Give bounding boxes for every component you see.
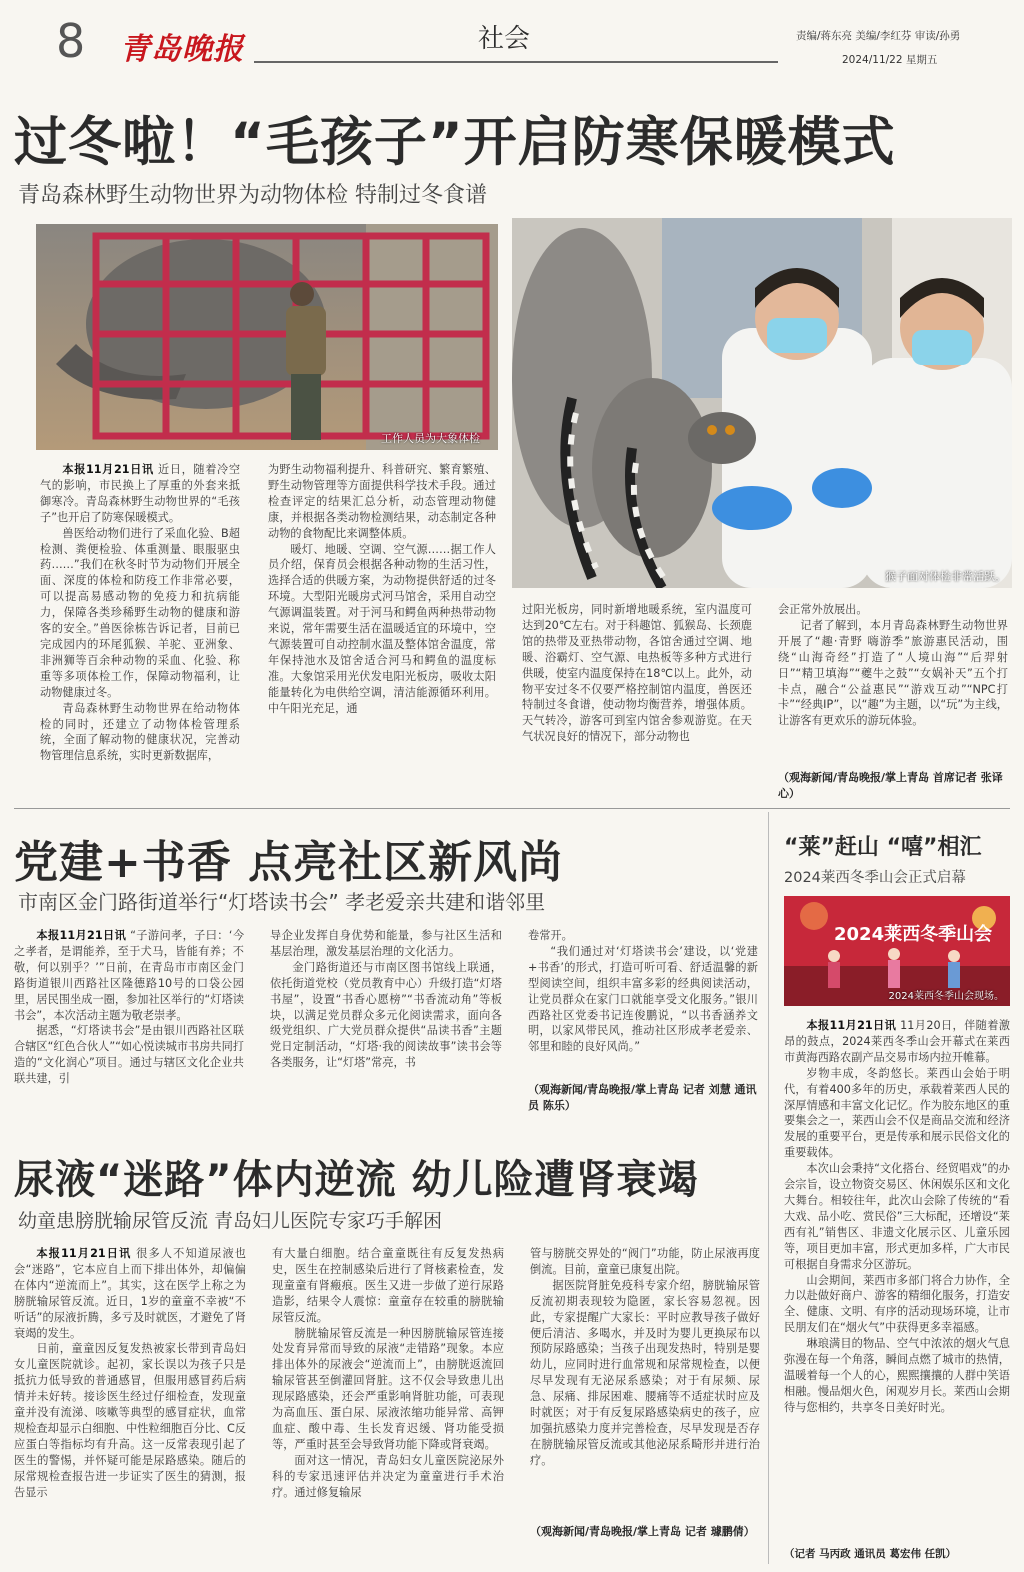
article3-credit: （记者 马丙政 通讯员 葛宏伟 任凯）	[784, 1548, 957, 1560]
article1-col3-text: 过阳光板房，同时新增地暖系统，室内温度可达到20℃左右。对于科趣馆、狐猴岛、长颈鹿馆的热带及亚热带动物，各馆舍通过空调、地暖、浴霸灯、空气源、电热板等多种方式进行供暖，使室内温度保持在18℃以上。此外，动物平安过冬不仅要严格控制馆内温度，兽医还特制过冬食谱，使动物均衡营养，增强体质。天气转冷，游客可到室内馆舍参观游览。在天气状况良好的情况下，部分动物也	[522, 603, 752, 744]
section-title: 社会	[478, 24, 531, 54]
newspaper-logo: 青岛晚报	[120, 32, 244, 67]
article2-col3-para2: “我们通过对‘灯塔读书会’建设，以‘党建+书香’的形式，打造可听可看、舒适温馨的新型阅读空间，组织丰富多彩的经典阅读活动，让党员群众在家门口就能享受文化服务。”银川西路社区党委书记连俊鹏说，“以书香涵养文明，以家风带民风，推动社区形成孝老爱亲、邻里和睦的良好风尚。”	[528, 944, 758, 1054]
article4-column-2	[272, 1246, 504, 1562]
article1-column-4	[778, 602, 1008, 778]
article1-column-3	[522, 602, 752, 792]
article1-col1-para2: 兽医给动物们进行了采血化验、B超检测、粪便检验、体重测量、眼服驱虫药……”我们在秋冬时节为动物们开展全面、深度的体检和防疫工作非常必要，可以提高易感动物的免疫力和抗病能力，保障各类珍稀野生动物的健康和游客的安全。”兽医徐栋告诉记者，目前已完成园内的环尾狐猴、羊驼、亚洲象、非洲狮等百余种动物的采血、化验、称重等多项体检工作，保障动物福利，让动物健康过冬。	[40, 526, 240, 699]
article1-col4-text: 会正常外放展出。	[778, 603, 868, 616]
article1-col4-para2: 记者了解到，本月青岛森林野生动物世界开展了“趣·青野 嗨游季”旅游惠民活动，围绕“山海奇经”打造了“人境山海”“后羿射日”“精卫填海”“夔牛之鼓”“女娲补天”五个打卡点，融合“公益惠民”“游戏互动”“NPC打卡”“经典IP”，以“趣”为主题，以“玩”为主线，让游客有更欢乐的游玩体验。	[778, 618, 1008, 728]
article1-title: 过冬啦！“毛孩子”开启防寒保暖模式	[14, 112, 896, 173]
issue-date: 2024/11/22 星期五	[842, 54, 938, 66]
article1-credit: （观海新闻/青岛晚报/掌上青岛 首席记者 张译心）	[778, 771, 1003, 800]
article3-body	[784, 1018, 1010, 1540]
elephant-photo-caption: 工作人员为大象体检	[381, 432, 480, 445]
article3-para5: 琳琅满目的物品、空气中浓浓的烟火气息弥漫在每一个角落，瞬间点燃了城市的热情，温暖着每一个人的心，熙熙攘攘的人群中笑语相融。慢品烟火色，闲观岁月长。莱西山会期待与您相约，共享冬日美好时光。	[784, 1337, 1010, 1414]
article3-para4: 山会期间，莱西市多部门将合力协作，全力以赴做好商户、游客的精细化服务，打造安全、健康、文明、有序的活动现场环境，让市民朋友们在“烟火气”中获得更多幸福感。	[784, 1273, 1010, 1335]
article2-subtitle: 市南区金门路街道举行“灯塔读书会” 孝老爱亲共建和谐邻里	[18, 890, 546, 914]
article1-lead: 本报11月21日讯	[62, 463, 154, 476]
article2-col1-para2: 据悉，“灯塔读书会”是由银川西路社区联合辖区“红色合伙人”“如心悦读城市书房共同打造的“文化润心”项目。通过与辖区文化企业共联共建，引	[14, 1024, 244, 1086]
elephant-checkup-photo	[36, 224, 498, 450]
article1-col1-text: 近日，随着冷空气的影响，市民换上了厚重的外套来抵御寒冷。青岛森林野生动物世界的“毛孩子”也开启了防寒保暖模式。	[40, 463, 240, 524]
article4-col3-para2: 据医院肾脏免疫科专家介绍，膀胱输尿管反流初期表现较为隐匿，家长容易忽视。因此，专家提醒广大家长：平时应教导孩子做好便后清洁、多喝水，并及时为婴儿更换尿布以预防尿路感染；当孩子出现发热时，特别是婴幼儿，应同时进行血常规和尿常规检查，以便尽早发现有无泌尿系感染；对于有尿频、尿急、尿痛、排尿困难、腰痛等不适症状时应及时就医；对于有反复尿路感染病史的孩子，应加强抗感染力度并完善检查，尽早发现是否存在膀胱输尿管反流或其他泌尿系畸形并进行治疗。	[530, 1278, 760, 1467]
article4-col2-text: 有大量白细胞。结合童童既往有反复发热病史，医生在控制感染后进行了肾核素检查，发现童童有肾瘢痕。医生又进一步做了逆行尿路造影，结果令人震惊：童童存在较重的膀胱输尿管反流。	[272, 1247, 504, 1324]
article2-column-1	[14, 928, 244, 1120]
article2-title: 党建+书香 点亮社区新风尚	[14, 837, 564, 888]
article4-col2-para2: 膀胱输尿管反流是一种因膀胱输尿管连接处发育异常而导致的尿液“走错路”现象。本应排出体外的尿液会“逆流而上”，由膀胱返流回输尿管甚至倒灌回肾脏。这不仅会导致患儿出现尿路感染，还会严重影响肾脏功能，可表现为高血压、蛋白尿、尿液浓缩功能异常、高钾血症、酸中毒、生长发育迟缓、肾功能受损等，严重时甚至会导致肾功能下降或肾衰竭。	[272, 1326, 504, 1451]
article4-col2-para3: 面对这一情况，青岛妇女儿童医院泌尿外科的专家迅速评估并决定为童童进行手术治疗。通过修复输尿	[272, 1453, 504, 1499]
staff-credits: 责编/蒋东亮 美编/李红芬 审读/孙勇	[796, 30, 961, 42]
article4-lead: 本报11月21日讯	[36, 1247, 132, 1260]
page-number: 8	[56, 14, 86, 68]
article4-credit: （观海新闻/青岛晚报/掌上青岛 记者 璩鹏倩）	[530, 1525, 755, 1538]
article2-credit: （观海新闻/青岛晚报/掌上青岛 记者 刘慧 通讯员 陈乐）	[528, 1083, 757, 1112]
article4-col1-para2: 日前，童童因反复发热被家长带到青岛妇女儿童医院就诊。起初，家长误以为孩子只是抵抗力低导致的普通感冒，但服用感冒药后病情并未好转。接诊医生经过仔细检查，发现童童并没有流涕、咳嗽等典型的感冒症状，血常规检查却显示白细胞、中性粒细胞百分比、C反应蛋白等指标均有升高。这一反常表现引起了医生的警惕，并怀疑可能是尿路感染。随后的尿常规检查报告进一步证实了医生的猜测，报告显示	[14, 1342, 246, 1499]
article4-column-3	[530, 1246, 760, 1522]
article3-lead: 本报11月21日讯	[806, 1019, 897, 1032]
article2-column-3	[528, 928, 758, 1078]
mountain-fair-caption: 2024莱西冬季山会现场。	[888, 991, 1004, 1002]
article2-column-2	[270, 928, 502, 1120]
article4-title: 尿液“迷路”体内逆流 幼儿险遭肾衰竭	[14, 1157, 699, 1203]
sidebar-divider	[768, 812, 769, 1564]
article2-col2-para2: 金门路街道还与市南区图书馆线上联通，依托街道党校（党员教育中心）升级打造“灯塔书屋”，设置“书香心愿榜”“书香流动角”等板块，以满足党员群众多元化阅读需求，面向各级党组织、广大党员群众提供“品读书香”主题党日定制活动，“灯塔·我的阅读故事”读书会等各类服务，让“灯塔”常亮，书	[270, 960, 502, 1070]
article2-lead: 本报11月21日讯	[36, 929, 127, 942]
header-rule	[254, 61, 778, 63]
article2-col2-text: 导企业发挥自身优势和能量，参与社区生活和基层治理，激发基层治理的文化活力。	[270, 929, 502, 958]
article2-col3-text: 卷常开。	[528, 929, 573, 942]
article3-para2: 岁物丰成，冬韵悠长。莱西山会始于明代，有着400多年的历史，承载着莱西人民的深厚情感和丰富文化记忆。作为胶东地区的重要集会之一，莱西山会不仅是商品交流和经济发展的重要平台，更是传承和展示民俗文化的重要载体。	[784, 1066, 1010, 1160]
article2-col1-text: “子游问孝，子曰：‘今之孝者，是谓能养，至于犬马，皆能有养；不敬，何以别乎？’”日前，在青岛市市南区金门路街道银川西路社区隆德路10号的口袋公园里，居民围坐成一圈，参加社区举行的“灯塔读书会”，本次活动主题为敬老崇孝。	[14, 929, 244, 1022]
article1-subtitle: 青岛森林野生动物世界为动物体检 特制过冬食谱	[18, 183, 487, 208]
article1-col1-para3: 青岛森林野生动物世界在给动物体检的同时，还建立了动物体检管理系统，全面了解动物的健康状况，完善动物管理信息系统，实时更新数据库，	[40, 701, 240, 763]
article1-col2-para2: 暖灯、地暖、空调、空气源……据工作人员介绍，保育员会根据各种动物的生活习性，选择合适的供暖方案，为动物提供舒适的过冬环境。大型阳光暖房式河马馆舍，采用自动空气源调温装置。对于河马和鳄鱼两种热带动物来说，常年需要生活在温暖适宜的环境中，空气源装置可自动控制水温及整体馆舍温度，常年保持池水及馆舍适合河马和鳄鱼的温度标准。大象馆采用光伏发电阳光板房，吸收太阳能量转化为电供给空调，清洁能源循环利用。中午阳光充足，通	[268, 542, 496, 715]
mountain-fair-photo	[784, 896, 1010, 1006]
article4-subtitle: 幼童患膀胱输尿管反流 青岛妇儿医院专家巧手解困	[18, 1210, 443, 1232]
lemur-checkup-photo	[512, 218, 1012, 588]
lemur-photo-caption: 猴子面对体检非常活跃。	[885, 570, 1006, 583]
article3-subtitle: 2024莱西冬季山会正式启幕	[784, 870, 966, 886]
article3-title: “莱”赶山 “嘻”相汇	[784, 835, 982, 860]
article3-para3: 本次山会秉持“文化搭台、经贸唱戏”的办会宗旨，设立物资交易区、休闲娱乐区和文化大舞台。相较往年，此次山会除了传统的“看大戏、品小吃、赏民俗”三大标配，还增设“莱西有礼”销售区、非遗文化展示区、儿童乐园等，项目更加丰富，形式更加多样，广大市民可根据自身需求分区游玩。	[784, 1162, 1010, 1271]
article1-column-1	[40, 462, 240, 792]
article4-col1-text: 很多人不知道尿液也会“迷路”，它本应自上而下排出体外，却偏偏在体内“逆流而上”。其实，这在医学上称之为膀胱输尿管反流。近日，1岁的童童不幸被“不听话”的尿液折腾，多亏及时就医，才避免了肾衰竭的发生。	[14, 1247, 246, 1340]
section-divider	[14, 808, 1010, 809]
article4-col3-text: 管与膀胱交界处的“阀门”功能，防止尿液再度倒流。目前，童童已康复出院。	[530, 1247, 760, 1276]
mountain-fair-banner: 2024莱西冬季山会	[834, 924, 993, 945]
article1-column-2	[268, 462, 496, 792]
article3-text: 11月20日，伴随着激昂的鼓点，2024莱西冬季山会开幕式在莱西市黄海西路农副产品交易市场内拉开帷幕。	[784, 1019, 1010, 1064]
article1-col2-text: 为野生动物福利提升、科普研究、繁育繁殖、野生动物管理等方面提供科学技术手段。通过检查评定的结果汇总分析，动态管理动物健康，并根据各类动物检测结果，动态制定各种动物的食物配比来调整体质。	[268, 463, 496, 540]
article4-column-1	[14, 1246, 246, 1562]
